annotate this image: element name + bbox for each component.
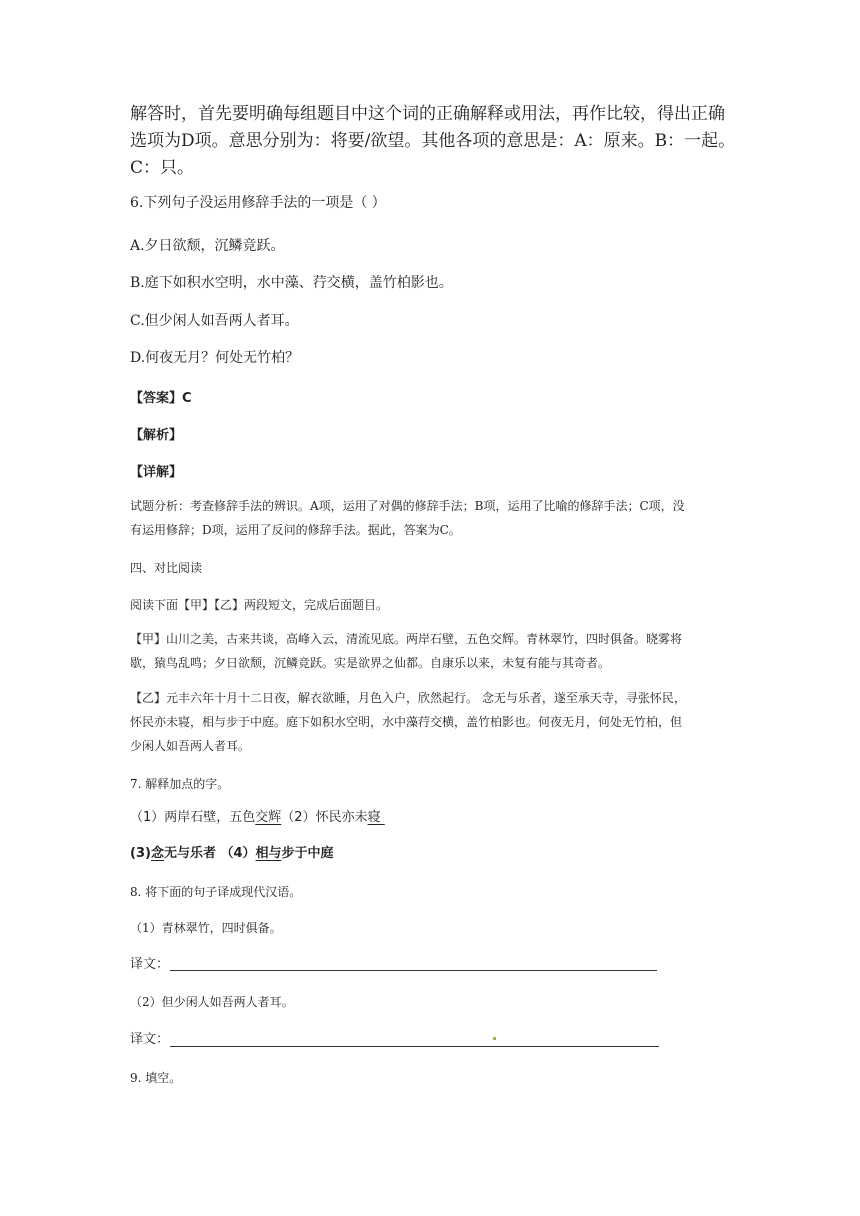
q7-item1-prefix: （1）两岸石壁，五色 [130, 810, 256, 825]
q9-stem: 9. 填空。 [130, 1071, 182, 1085]
q6-option-d: D.何夜无月？何处无竹柏？ [130, 350, 300, 366]
intro-line-1: 解答时，首先要明确每组题目中这个词的正确解释或用法，再作比较，得出正确 [130, 104, 725, 124]
q7-stem: 7. 解释加点的字。 [130, 777, 230, 791]
q6-detail-line-2: 有运用修辞；D项，运用了反问的修辞手法。据此，答案为C。 [130, 523, 461, 537]
q7-item3-prefix: (3) [130, 846, 151, 861]
intro-line-2: 选项为D项。意思分别为：将要/欲望。其他各项的意思是：A：原来。B：一起。 [130, 131, 736, 151]
q6-option-a: A.夕日欲颓，沉鳞竞跃。 [130, 238, 285, 254]
intro-line-3: C：只。 [130, 158, 195, 178]
q8-answer-line-2 [170, 1046, 659, 1047]
q7-item4-word: 相与 [255, 846, 282, 861]
q6-option-c: C.但少闲人如吾两人者耳。 [130, 313, 299, 329]
passage-yi-line-2: 怀民亦未寝，相与步于中庭。庭下如积水空明，水中藻荇交横，盖竹柏影也。何夜无月，何处无竹柏，但 [130, 715, 683, 729]
q6-stem: 6.下列句子没运用修辞手法的一项是（ ） [130, 195, 386, 211]
q7-item2-word: 寝 [367, 810, 381, 825]
passage-jia-line-1: 【甲】山川之美，古来共谈，高峰入云，清流见底。两岸石壁，五色交辉。青林翠竹，四时俱备。晓雾将 [130, 632, 683, 646]
green-speck-mark [493, 1037, 496, 1040]
q8-sub-2: （2）但少闲人如吾两人者耳。 [130, 995, 294, 1009]
section-instruction: 阅读下面【甲】【乙】两段短文，完成后面题目。 [130, 598, 389, 612]
passage-yi-line-3: 少闲人如吾两人者耳。 [130, 739, 251, 753]
q7-items-row-2 [130, 844, 334, 864]
q8-translation-label-2: 译文： [130, 1032, 170, 1047]
section-title: 四、对比阅读 [130, 561, 203, 575]
q8-translation-label-1: 译文： [130, 957, 170, 972]
q7-item2-trailing [381, 810, 385, 825]
passage-jia-line-2: 歇，猿鸟乱鸣；夕日欲颓，沉鳞竞跃。实是欲界之仙都。自康乐以来，未复有能与其奇者。 [130, 656, 611, 670]
q7-item4-suffix: 步于中庭 [281, 846, 334, 861]
q8-sub-1: （1）青林翠竹，四时俱备。 [130, 921, 282, 935]
q8-stem: 8. 将下面的句子译成现代汉语。 [130, 885, 302, 899]
q6-option-b: B.庭下如积水空明，水中藻、荇交横，盖竹柏影也。 [130, 275, 453, 291]
q6-analysis-label: 【解析】 [130, 428, 183, 443]
q7-item3-suffix: 无与乐者 （4） [163, 846, 256, 861]
passage-yi-line-1: 【乙】元丰六年十月十二日夜，解衣欲睡，月色入户，欣然起行。 念无与乐者，遂至承天寺，寻张怀民， [130, 691, 686, 705]
q7-item3-word: 念 [150, 846, 164, 861]
q7-items-row-1 [130, 808, 385, 828]
q6-answer: 【答案】C [130, 391, 192, 406]
q8-answer-line-1 [170, 970, 657, 971]
q7-item2-prefix: （2）怀民亦未 [281, 810, 368, 825]
q7-item1-word: 交辉 [255, 810, 282, 825]
q6-detail-line-1: 试题分析：考查修辞手法的辨识。A项，运用了对偶的修辞手法；B项，运用了比喻的修辞手法；C项，没 [130, 499, 685, 513]
q6-detail-label: 【详解】 [130, 465, 183, 480]
